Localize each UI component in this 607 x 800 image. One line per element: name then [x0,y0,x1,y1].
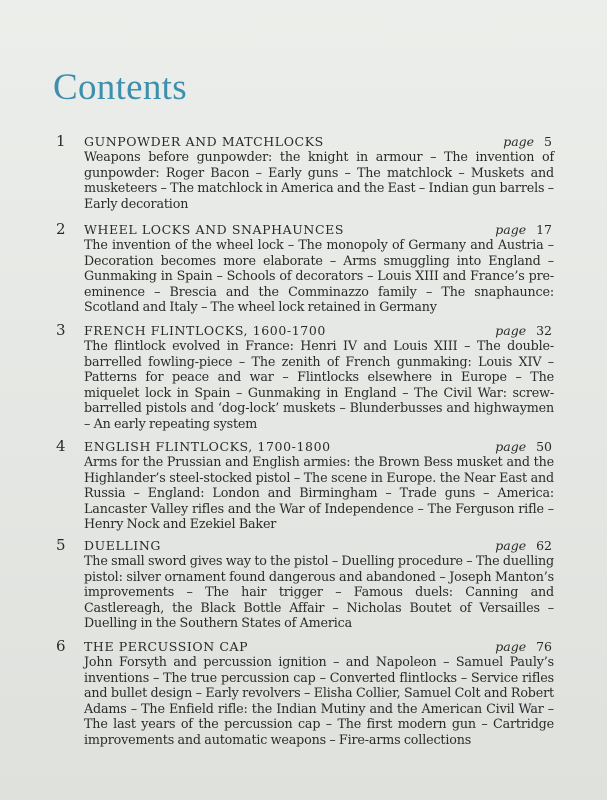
page-label: page [495,538,527,553]
chapter-description: The invention of the wheel lock – The monopoly of Germany and Austria – Decoration becomes more elaborate – Arms smuggling into England – Gunmaking in Spain – Schools of decorators – Louis XIII and France’s pre-eminence – Brescia and the Comminazzo family – The snaphaunce: Scotland and Italy – The wheel lock retained in Germany [84,237,554,315]
chapter-title: THE PERCUSSION CAP [84,639,249,654]
chapter-description: The small sword gives way to the pistol – Duelling procedure – The duelling pistol: silver ornament found dangerous and abandoned – Joseph Manton’s improvements – The hair trigger – Famous duels: Canning and Castlereagh, the Black Bottle Affair – Nicholas Boutet of Versailles – Duelling in the Southern States of America [84,553,554,631]
chapter-number: 5 [56,536,66,554]
page-label: page [495,639,527,654]
chapter-number: 6 [56,637,66,655]
chapter-page-ref [495,221,552,238]
chapter-title: ENGLISH FLINTLOCKS, 1700-1800 [84,439,331,454]
chapter-description: The flintlock evolved in France: Henri IV and Louis XIII – The double-barrelled fowling-piece – The zenith of French gunmaking: Louis XIV – Patterns for peace and war – Flintlocks elsewhere in Europe – The miquelet lock in Spain – Gunmaking in England – The Civil War: screw-barrelled pistols and ‘dog-lock’ muskets – Blunderbusses and highwaymen – An early repeating system [84,338,554,431]
chapter-description: John Forsyth and percussion ignition – and Napoleon – Samuel Pauly’s inventions – The true percussion cap – Converted flintlocks – Service rifles and bullet design – Early revolvers – Elisha Collier, Samuel Colt and Robert Adams – The Enfield rifle: the Indian Mutiny and the American Civil War – The last years of the percussion cap – The first modern gun – Cartridge improvements and automatic weapons – Fire-arms collections [84,654,554,747]
page-label: page [495,439,527,454]
chapter-title: WHEEL LOCKS AND SNAPHAUNCES [84,222,345,237]
chapter-page-ref [495,438,552,455]
chapter-page-number: 76 [536,639,552,654]
chapter-page-ref [495,537,552,554]
chapter-heading [84,438,552,455]
chapter-description: Weapons before gunpowder: the knight in armour – The invention of gunpowder: Roger Bacon – Early guns – The matchlock – Muskets and musketeers – The matchlock in America and the East – Indian gun barrels – Early decoration [84,149,554,211]
chapter-page-number: 17 [536,222,552,237]
chapter-number: 3 [56,321,66,339]
chapter-title: GUNPOWDER AND MATCHLOCKS [84,134,324,149]
chapter-heading [84,322,552,339]
chapter-heading [84,133,552,150]
chapter-title: FRENCH FLINTLOCKS, 1600-1700 [84,323,326,338]
chapter-number: 4 [56,437,66,455]
chapter-page-ref [503,133,552,150]
chapter-page-number: 32 [536,323,552,338]
chapter-page-number: 5 [544,134,552,149]
page-title: Contents [53,67,187,108]
chapter-number: 1 [56,132,66,150]
chapter-heading [84,638,552,655]
chapter-heading [84,221,552,238]
page-label: page [503,134,535,149]
chapter-description: Arms for the Prussian and English armies: the Brown Bess musket and the Highlander’s steel-stocked pistol – The scene in Europe. the Near East and Russia – England: London and Birmingham – Trade guns – America: Lancaster Valley rifles and the War of Independence – The Ferguson rifle – Henry Nock and Ezekiel Baker [84,454,554,532]
chapter-page-ref [495,638,552,655]
chapter-number: 2 [56,220,66,238]
page-label: page [495,222,527,237]
chapter-title: DUELLING [84,538,161,553]
chapter-heading [84,537,552,554]
chapter-page-ref [495,322,552,339]
chapter-page-number: 50 [536,439,552,454]
page-label: page [495,323,527,338]
chapter-page-number: 62 [536,538,552,553]
